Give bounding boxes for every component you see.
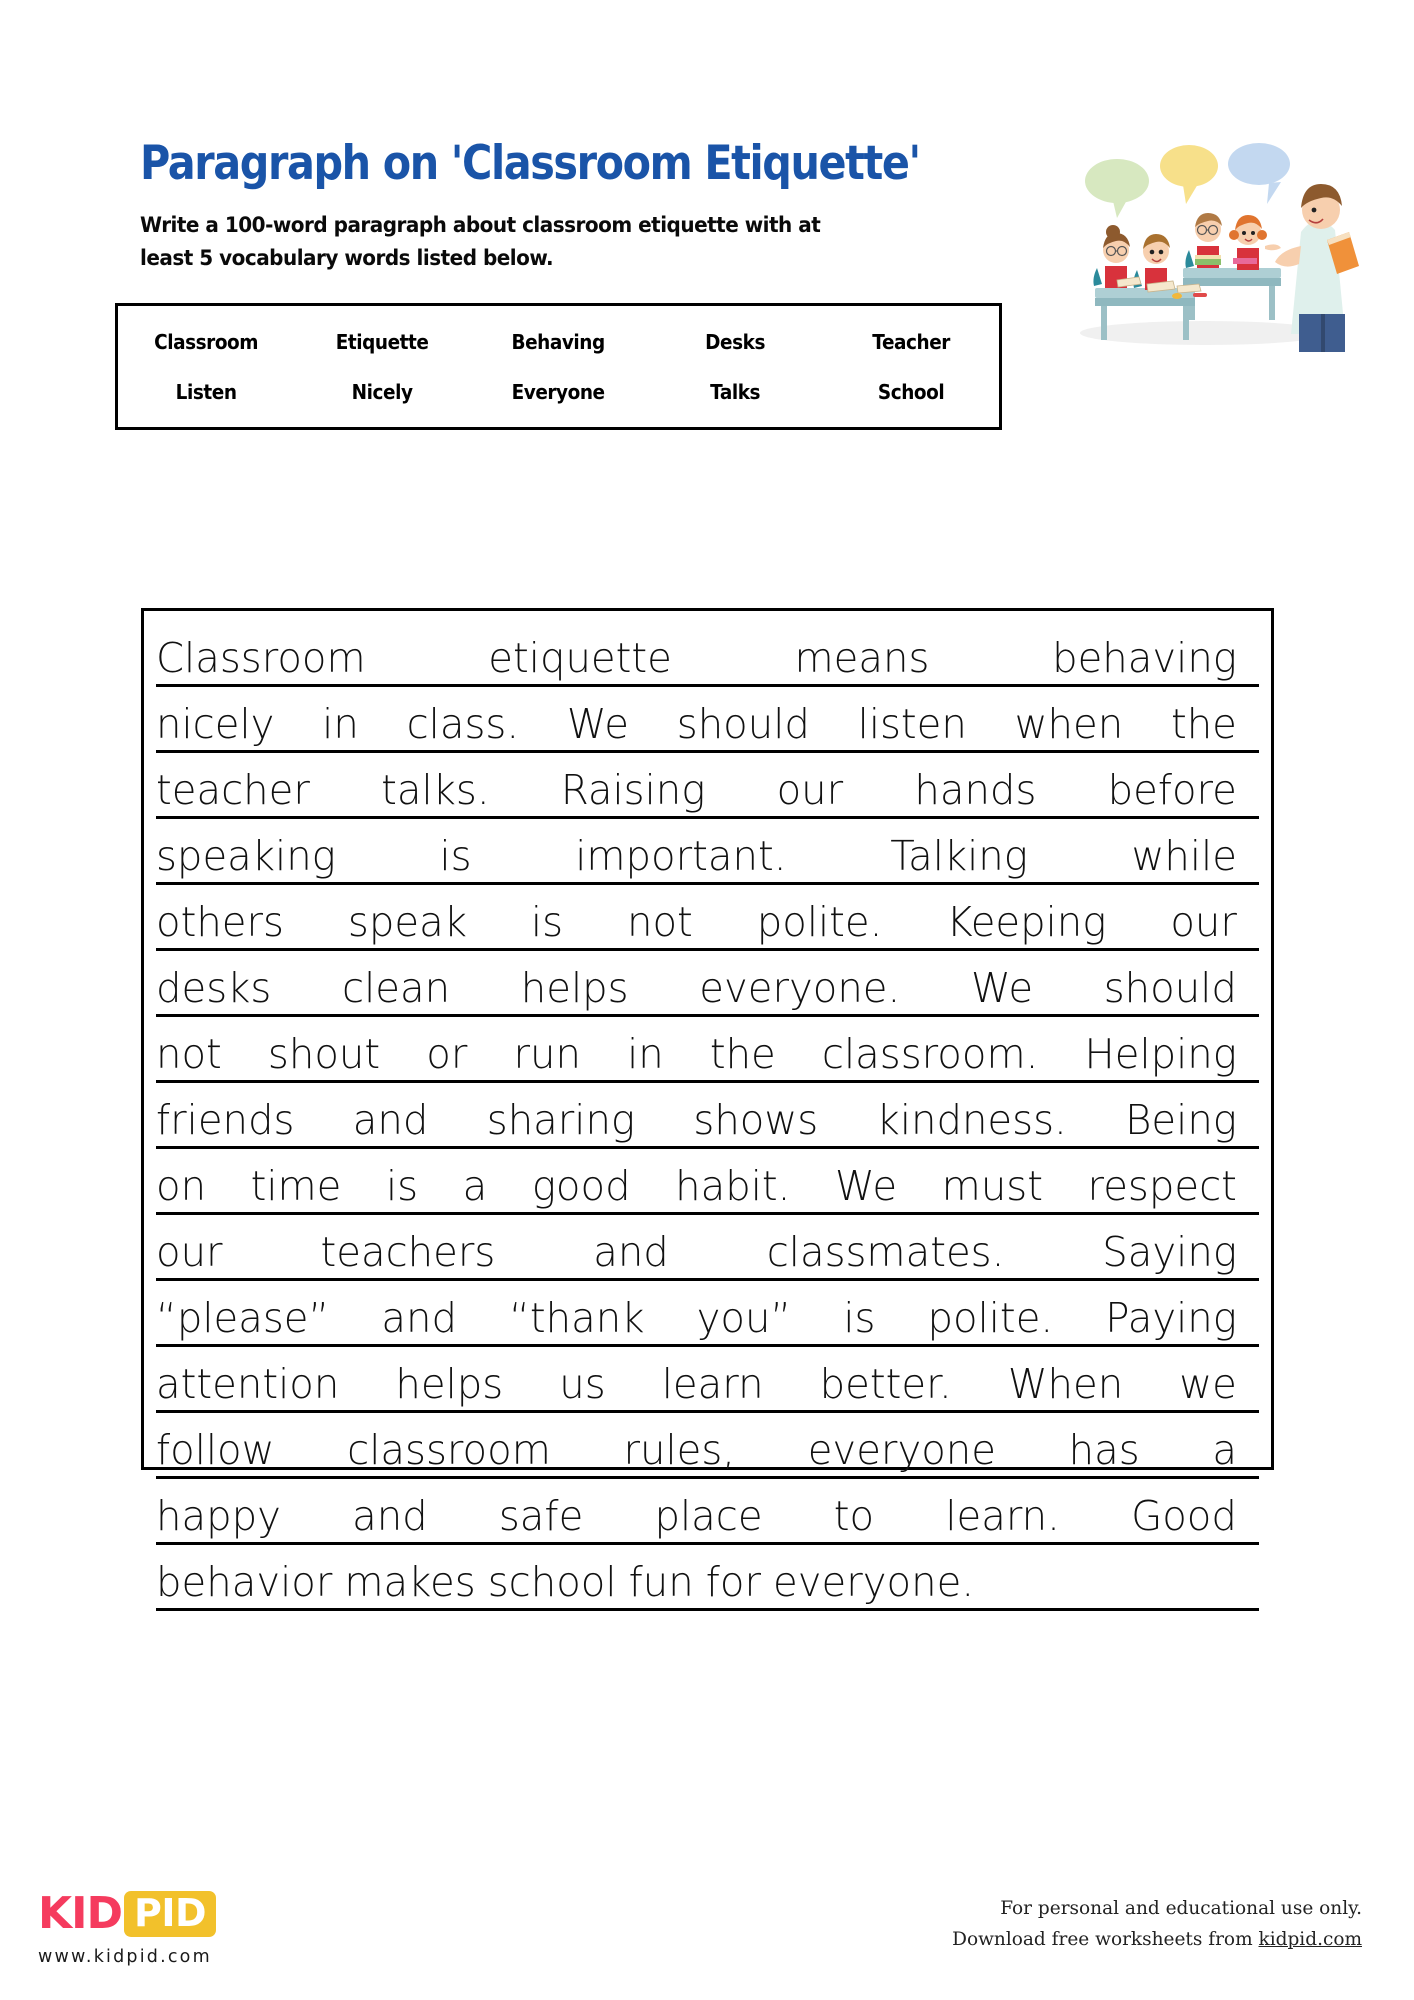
paragraph-word: hands xyxy=(914,765,1037,814)
paragraph-word: our xyxy=(776,765,844,814)
paragraph-word: class. xyxy=(406,699,520,748)
speech-bubble-yellow xyxy=(1160,145,1218,204)
paragraph-word: run xyxy=(513,1029,581,1078)
logo-kid-text: KID xyxy=(38,1888,122,1939)
paragraph-line xyxy=(156,1017,1259,1083)
paragraph-word: kindness. xyxy=(876,1095,1067,1144)
paragraph-word: better. xyxy=(819,1359,952,1408)
paragraph-word: and xyxy=(352,1095,429,1144)
vocabulary-word: Everyone xyxy=(512,379,606,404)
paragraph-word: When xyxy=(1007,1359,1124,1408)
paragraph-word: good xyxy=(531,1161,631,1210)
paragraph-word: a xyxy=(1212,1425,1237,1474)
paragraph-word: We xyxy=(970,963,1034,1012)
paragraph-line-text xyxy=(156,1293,1237,1344)
paragraph-word: learn. xyxy=(945,1491,1060,1540)
paragraph-word: nicely xyxy=(156,699,275,748)
paragraph-line-text xyxy=(156,633,1237,684)
paragraph-word: you” xyxy=(696,1293,792,1342)
paragraph-word: “please” xyxy=(156,1293,330,1342)
paragraph-word: Classroom xyxy=(156,633,366,682)
paragraph-line-text xyxy=(156,1029,1237,1080)
paragraph-word: respect xyxy=(1087,1161,1237,1210)
paragraph-word: and xyxy=(593,1227,669,1276)
paragraph-word: Helping xyxy=(1084,1029,1237,1078)
paragraph-line-text xyxy=(156,1425,1237,1476)
paragraph-line-text xyxy=(156,1095,1237,1146)
paragraph-word: rules, xyxy=(623,1425,736,1474)
paragraph-line-text xyxy=(156,831,1237,882)
paragraph-word: safe xyxy=(498,1491,584,1540)
paragraph-line-text xyxy=(156,1359,1237,1410)
paragraph-word: polite. xyxy=(927,1293,1054,1342)
paragraph-word: should xyxy=(676,699,810,748)
logo-mark xyxy=(38,1888,216,1940)
paragraph-word: in xyxy=(322,699,359,748)
paragraph-line-text xyxy=(156,1161,1237,1212)
paragraph-line-text xyxy=(156,765,1237,816)
paragraph-word: clean xyxy=(342,963,451,1012)
footer-note-prefix: Download free worksheets from xyxy=(952,1928,1259,1950)
paragraph-word: others xyxy=(156,897,284,946)
paragraph-word: fun xyxy=(628,1557,694,1606)
paragraph-line xyxy=(156,1215,1259,1281)
paragraph-word: We xyxy=(566,699,629,748)
paragraph-word: polite. xyxy=(756,897,883,946)
paragraph-word: a xyxy=(462,1161,488,1210)
speech-bubble-green xyxy=(1085,159,1149,218)
paragraph-word: school xyxy=(487,1557,617,1606)
paragraph-word: makes xyxy=(344,1557,476,1606)
paragraph-word: Good xyxy=(1131,1491,1237,1540)
paragraph-word: habit. xyxy=(675,1161,791,1210)
paragraph-word: and xyxy=(352,1491,428,1540)
paragraph-word: Talking xyxy=(890,831,1028,880)
paragraph-word: important. xyxy=(575,831,787,880)
paragraph-word: sharing xyxy=(486,1095,636,1144)
vocabulary-row xyxy=(118,317,999,367)
paragraph-word: should xyxy=(1103,963,1237,1012)
paragraph-word: happy xyxy=(156,1491,281,1540)
paragraph-word: time xyxy=(250,1161,342,1210)
paragraph-line xyxy=(156,621,1259,687)
paragraph-word: not xyxy=(626,897,693,946)
paragraph-line xyxy=(156,1479,1259,1545)
paragraph-line xyxy=(156,819,1259,885)
page-title: Paragraph on 'Classroom Etiquette' xyxy=(140,136,920,191)
paragraph-word: follow xyxy=(156,1425,275,1474)
vocabulary-word: Classroom xyxy=(154,329,259,354)
paragraph-word: etiquette xyxy=(488,633,672,682)
kidpid-link[interactable]: kidpid.com xyxy=(1258,1928,1362,1950)
paragraph-word: teacher xyxy=(156,765,310,814)
paragraph-word: everyone. xyxy=(699,963,901,1012)
paragraph-word: behaving xyxy=(1052,633,1237,682)
paragraph-line xyxy=(156,1413,1259,1479)
paragraph-word: is xyxy=(439,831,472,880)
paragraph-answer-box[interactable] xyxy=(141,608,1274,1606)
paragraph-word: classmates. xyxy=(766,1227,1005,1276)
paragraph-word: classroom xyxy=(347,1425,551,1474)
paragraph-word: is xyxy=(843,1293,876,1342)
paragraph-word: desks xyxy=(156,963,272,1012)
paragraph-word: “thank xyxy=(509,1293,645,1342)
paragraph-word: friends xyxy=(156,1095,295,1144)
paragraph-line-text xyxy=(156,699,1237,750)
footer-note-line1: For personal and educational use only. xyxy=(1000,1898,1362,1919)
paragraph-word: helps xyxy=(520,963,629,1012)
paragraph-word: helps xyxy=(395,1359,504,1408)
paragraph-line-text xyxy=(156,1557,1237,1608)
paragraph-word: is xyxy=(385,1161,419,1210)
vocabulary-word: Listen xyxy=(175,379,237,404)
paragraph-word: behavior xyxy=(156,1557,333,1606)
paragraph-word: Paying xyxy=(1105,1293,1237,1342)
paragraph-word: listen xyxy=(857,699,967,748)
paragraph-word: has xyxy=(1068,1425,1140,1474)
vocabulary-word: School xyxy=(877,379,945,404)
paragraph-word: to xyxy=(833,1491,875,1540)
paragraph-word: the xyxy=(709,1029,776,1078)
paragraph-word: while xyxy=(1131,831,1237,880)
paragraph-word: everyone. xyxy=(773,1557,975,1606)
paragraph-word: talks. xyxy=(381,765,490,814)
paragraph-word: our xyxy=(1170,897,1237,946)
paragraph-word: shows xyxy=(693,1095,819,1144)
paragraph-line-text xyxy=(156,963,1237,1014)
paragraph-word: us xyxy=(559,1359,606,1408)
logo-url-text: www.kidpid.com xyxy=(38,1947,212,1967)
classroom-illustration xyxy=(1055,128,1375,353)
paragraph-word: everyone xyxy=(807,1425,996,1474)
paragraph-line-text xyxy=(156,897,1237,948)
paragraph-word: when xyxy=(1014,699,1124,748)
paragraph-word: not xyxy=(156,1029,222,1078)
vocabulary-word: Teacher xyxy=(872,329,950,354)
paragraph-word: speak xyxy=(347,897,467,946)
vocabulary-word: Etiquette xyxy=(335,329,429,354)
footer-note-line2 xyxy=(952,1925,1362,1956)
vocabulary-box xyxy=(115,303,1002,430)
speech-bubble-blue xyxy=(1228,143,1290,204)
paragraph-word: before xyxy=(1107,765,1237,814)
paragraph-word: in xyxy=(627,1029,664,1078)
paragraph-word: Saying xyxy=(1102,1227,1237,1276)
paragraph-line xyxy=(156,885,1259,951)
paragraph-line-text xyxy=(156,1227,1237,1278)
paragraph-word: shout xyxy=(267,1029,381,1078)
paragraph-word: Keeping xyxy=(946,897,1107,946)
paragraph-line xyxy=(156,1347,1259,1413)
paragraph-word: is xyxy=(530,897,564,946)
paragraph-word: and xyxy=(381,1293,457,1342)
paragraph-word: on xyxy=(156,1161,207,1210)
paragraph-word: Being xyxy=(1125,1095,1237,1144)
paragraph-word: means xyxy=(794,633,930,682)
paragraph-line xyxy=(156,1281,1259,1347)
vocabulary-word: Behaving xyxy=(511,329,606,354)
paragraph-word: learn xyxy=(661,1359,764,1408)
paragraph-word: speaking xyxy=(156,831,336,880)
logo-pid-text: PID xyxy=(124,1891,216,1937)
paragraph-word: must xyxy=(941,1161,1043,1210)
vocabulary-word: Nicely xyxy=(351,379,413,404)
paragraph-word: We xyxy=(835,1161,898,1210)
instructions-text: Write a 100-word paragraph about classroom etiquette with at least 5 vocabulary words listed below. xyxy=(140,213,821,272)
page-footer xyxy=(0,1880,1414,2000)
kidpid-logo[interactable] xyxy=(38,1888,216,1967)
paragraph-word: place xyxy=(654,1491,763,1540)
vocabulary-word: Talks xyxy=(709,379,760,404)
paragraph-word: for xyxy=(705,1557,761,1606)
paragraph-word: or xyxy=(426,1029,468,1078)
paragraph-word: the xyxy=(1170,699,1237,748)
paragraph-word: our xyxy=(156,1227,223,1276)
paragraph-line xyxy=(156,1149,1259,1215)
paragraph-line xyxy=(156,687,1259,753)
paragraph-line xyxy=(156,753,1259,819)
footer-note xyxy=(952,1894,1362,1955)
paragraph-line xyxy=(156,1545,1259,1611)
paragraph-line-text xyxy=(156,1491,1237,1542)
paragraph-word: we xyxy=(1179,1359,1237,1408)
vocabulary-row xyxy=(118,367,999,417)
vocabulary-word: Desks xyxy=(704,329,765,354)
paragraph-line xyxy=(156,1083,1259,1149)
paragraph-word: attention xyxy=(156,1359,340,1408)
paragraph-word: teachers xyxy=(320,1227,496,1276)
paragraph-word: classroom. xyxy=(821,1029,1039,1078)
paragraph-word: Raising xyxy=(560,765,706,814)
paragraph-line xyxy=(156,951,1259,1017)
